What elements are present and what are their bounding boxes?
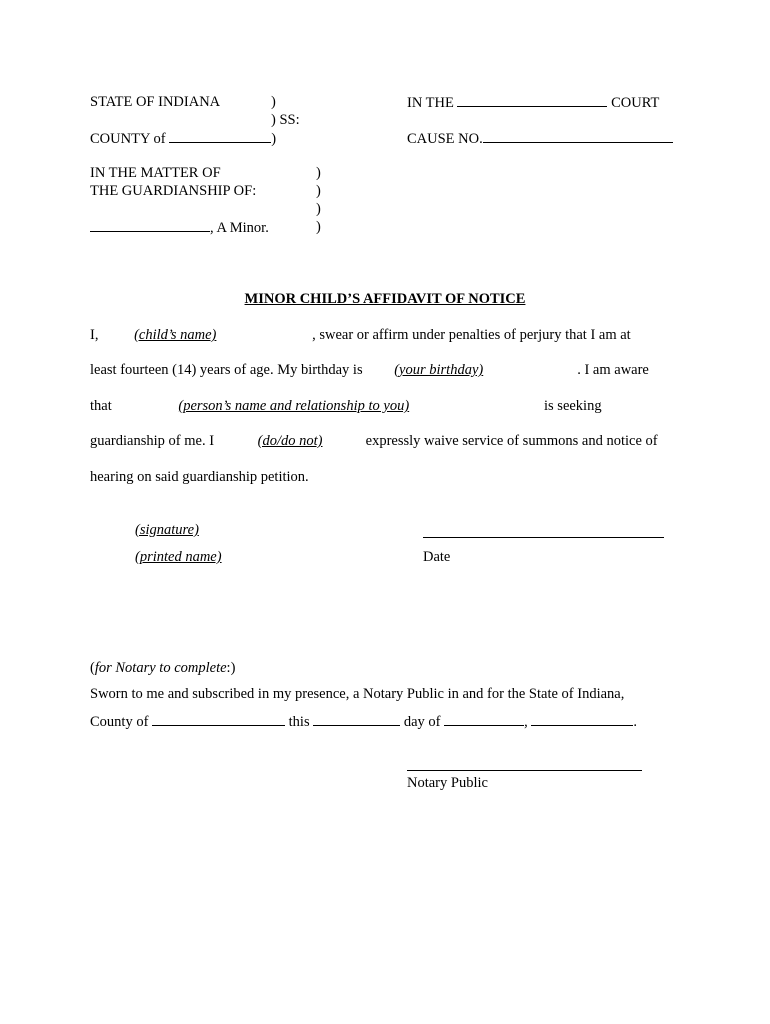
county-paren: ) xyxy=(271,131,277,147)
cause-blank[interactable] xyxy=(483,130,673,143)
matter-line-1: IN THE MATTER OF xyxy=(90,165,221,181)
signature-hint: (signature) xyxy=(135,522,199,538)
notary-county-line xyxy=(90,713,637,730)
notary-signature-line[interactable] xyxy=(407,770,642,771)
court-blank[interactable] xyxy=(457,94,607,107)
printed-name-field[interactable] xyxy=(90,549,317,565)
minor-line xyxy=(90,219,269,236)
body-text: , swear or affirm under penalties of perjury that I am at xyxy=(312,327,631,343)
year-blank[interactable] xyxy=(531,713,633,726)
body-text: that xyxy=(90,398,116,414)
court-line xyxy=(407,94,659,111)
notary-heading-hint: for Notary to complete xyxy=(94,660,227,676)
cause-line xyxy=(407,130,673,147)
body-line-3 xyxy=(90,398,602,414)
signature-field[interactable] xyxy=(90,522,317,538)
person-hint: (person’s name and relationship to you) xyxy=(178,398,410,414)
period: . xyxy=(633,714,637,730)
child-name-field[interactable] xyxy=(102,327,312,343)
month-blank[interactable] xyxy=(444,713,524,726)
date-label: Date xyxy=(423,549,451,565)
minor-suffix: , A Minor. xyxy=(210,220,269,236)
notary-county-blank[interactable] xyxy=(152,713,285,726)
notary-heading-close: :) xyxy=(226,660,236,676)
cause-label: CAUSE NO. xyxy=(407,131,483,147)
dodonot-hint: (do/do not) xyxy=(257,433,323,449)
body-text: is seeking xyxy=(540,398,602,414)
body-line-2 xyxy=(90,362,649,378)
county-line xyxy=(90,130,276,147)
body-text: . I am aware xyxy=(577,362,649,378)
notary-public-label: Notary Public xyxy=(407,775,488,791)
birthday-hint: (your birthday) xyxy=(394,362,484,378)
notary-heading xyxy=(90,660,235,676)
county-prefix: COUNTY of xyxy=(90,131,170,147)
date-line[interactable] xyxy=(423,537,664,538)
body-line-4 xyxy=(90,433,658,449)
minor-name-blank[interactable] xyxy=(90,219,210,232)
matter-paren-3: ) xyxy=(316,201,321,217)
body-line-5: hearing on said guardianship petition. xyxy=(90,469,309,485)
matter-paren-1: ) xyxy=(316,165,321,181)
state-label: STATE OF INDIANA xyxy=(90,94,221,110)
body-text: expressly waive service of summons and notice of xyxy=(365,433,658,449)
ss-label: ) SS: xyxy=(271,112,300,128)
day-of-label: day of xyxy=(400,714,445,730)
comma: , xyxy=(524,714,532,730)
dodonot-field[interactable] xyxy=(218,433,354,449)
body-text: least fourteen (14) years of age. My birthday is xyxy=(90,362,367,378)
court-suffix: COURT xyxy=(607,95,660,111)
birthday-field[interactable] xyxy=(366,362,577,378)
body-line-1 xyxy=(90,327,631,343)
body-text: I, xyxy=(90,327,103,343)
this-label: this xyxy=(285,714,314,730)
document-title: MINOR CHILD’S AFFIDAVIT OF NOTICE xyxy=(244,291,526,307)
matter-paren-2: ) xyxy=(316,183,321,199)
body-text: guardianship of me. I xyxy=(90,433,218,449)
matter-line-2: THE GUARDIANSHIP OF: xyxy=(90,183,257,199)
notary-heading-open: ( xyxy=(90,660,95,676)
matter-paren-4: ) xyxy=(316,219,321,235)
printed-name-hint: (printed name) xyxy=(135,549,222,565)
county-blank[interactable] xyxy=(169,130,271,143)
person-field[interactable] xyxy=(115,398,540,414)
court-prefix: IN THE xyxy=(407,95,458,111)
sworn-text: Sworn to me and subscribed in my presence, a Notary Public in and for the State of Indiana, xyxy=(90,686,625,702)
child-name-hint: (child’s name) xyxy=(134,327,217,343)
day-blank[interactable] xyxy=(313,713,400,726)
caption-paren: ) xyxy=(271,94,276,110)
notary-county-prefix: County of xyxy=(90,714,153,730)
